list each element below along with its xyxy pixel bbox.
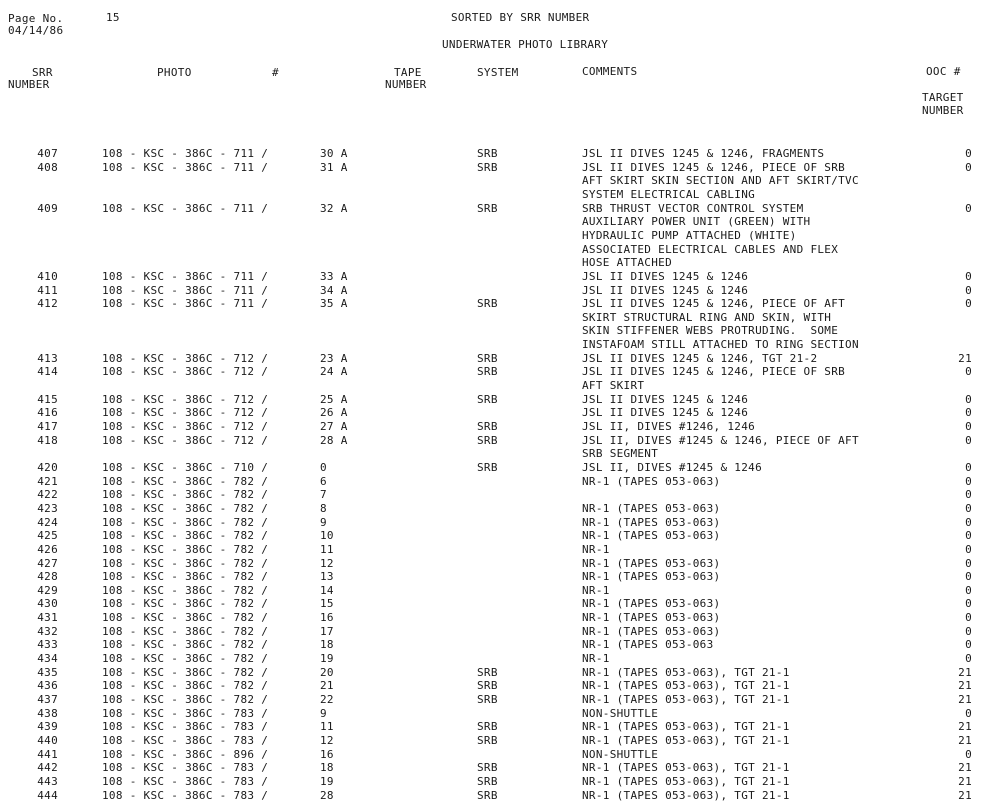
table-row xyxy=(0,789,988,803)
photo-frame-number: 35 A xyxy=(320,297,348,311)
comment-line: NON-SHUTTLE xyxy=(582,747,659,761)
comment-line: NR-1 (TAPES 053-063) xyxy=(582,474,721,488)
comment-line: NR-1 (TAPES 053-063) xyxy=(582,611,721,625)
ooc-target-number: 21 xyxy=(958,693,972,706)
comment-line: SKIN STIFFENER WEBS PROTRUDING. SOME xyxy=(582,324,839,338)
photo-frame-number: 16 xyxy=(320,611,334,625)
table-row xyxy=(0,393,988,407)
photo-id: 108 - KSC - 386C - 782 / xyxy=(102,488,269,502)
photo-id: 108 - KSC - 386C - 782 / xyxy=(102,665,269,679)
table-row xyxy=(0,161,988,202)
ooc-target-number: 0 xyxy=(965,501,972,515)
system-name: SRB xyxy=(477,720,498,734)
photo-id: 108 - KSC - 386C - 711 / xyxy=(102,147,269,160)
srr-number: 407 xyxy=(37,147,58,160)
srr-number: 429 xyxy=(37,583,58,597)
table-row xyxy=(0,352,988,366)
table-row xyxy=(0,516,988,530)
comment-line: NR-1 (TAPES 053-063), TGT 21-1 xyxy=(582,733,790,747)
table-row xyxy=(0,570,988,584)
photo-id: 108 - KSC - 386C - 711 / xyxy=(102,297,269,311)
photo-frame-number: 33 A xyxy=(320,269,348,283)
table-row xyxy=(0,434,988,461)
ooc-target-number: 0 xyxy=(965,147,972,160)
comment-line: NR-1 (TAPES 053-063) xyxy=(582,515,721,529)
ooc-target-number: 0 xyxy=(965,611,972,625)
photo-id: 108 - KSC - 386C - 783 / xyxy=(102,733,269,747)
photo-frame-number: 26 A xyxy=(320,406,348,420)
photo-frame-number: 9 xyxy=(320,515,327,529)
photo-id: 108 - KSC - 386C - 782 / xyxy=(102,611,269,625)
col-header-system: SYSTEM xyxy=(477,66,519,79)
system-name: SRB xyxy=(477,420,498,433)
ooc-target-number: 0 xyxy=(965,406,972,420)
photo-frame-number: 10 xyxy=(320,529,334,543)
comment-line: NR-1 (TAPES 053-063), TGT 21-1 xyxy=(582,761,790,775)
comment-line: JSL II, DIVES #1246, 1246 xyxy=(582,420,756,433)
table-row xyxy=(0,557,988,571)
photo-frame-number: 19 xyxy=(320,652,334,666)
srr-number: 408 xyxy=(37,160,58,174)
comment-line: JSL II DIVES 1245 & 1246, FRAGMENTS xyxy=(582,147,825,160)
library-title: UNDERWATER PHOTO LIBRARY xyxy=(442,38,609,51)
srr-number: 443 xyxy=(37,774,58,788)
photo-id: 108 - KSC - 386C - 782 / xyxy=(102,652,269,666)
table-row xyxy=(0,584,988,598)
comment-line: NR-1 (TAPES 053-063), TGT 21-1 xyxy=(582,720,790,734)
srr-number: 421 xyxy=(37,474,58,488)
comment-line: HYDRAULIC PUMP ATTACHED (WHITE) xyxy=(582,228,797,242)
table-row xyxy=(0,529,988,543)
ooc-target-number: 0 xyxy=(965,638,972,652)
comment-line: AFT SKIRT xyxy=(582,379,645,393)
comment-line: NR-1 xyxy=(582,583,610,597)
photo-frame-number: 18 xyxy=(320,638,334,652)
comment-line: NR-1 (TAPES 053-063) xyxy=(582,624,721,638)
table-row xyxy=(0,720,988,734)
photo-id: 108 - KSC - 386C - 712 / xyxy=(102,351,269,365)
comment-line: NR-1 (TAPES 053-063), TGT 21-1 xyxy=(582,679,790,693)
ooc-target-number: 0 xyxy=(965,583,972,597)
comment-line: JSL II DIVES 1245 & 1246, PIECE OF SRB xyxy=(582,160,846,174)
ooc-target-number: 0 xyxy=(965,460,972,474)
ooc-target-number: 0 xyxy=(965,706,972,720)
photo-frame-number: 11 xyxy=(320,720,334,734)
srr-number: 427 xyxy=(37,556,58,570)
ooc-target-number: 0 xyxy=(965,433,972,447)
photo-frame-number: 28 A xyxy=(320,433,348,447)
col-header-hash: # xyxy=(272,66,279,79)
ooc-target-number: 0 xyxy=(965,529,972,543)
comment-line: JSL II DIVES 1245 & 1246 xyxy=(582,269,749,283)
col-header-srr: SRR xyxy=(32,66,53,79)
photo-frame-number: 28 xyxy=(320,788,334,802)
table-row xyxy=(0,202,988,270)
photo-frame-number: 30 A xyxy=(320,147,348,160)
photo-id: 108 - KSC - 386C - 782 / xyxy=(102,693,269,706)
photo-id: 108 - KSC - 386C - 782 / xyxy=(102,638,269,652)
comment-line: INSTAFOAM STILL ATTACHED TO RING SECTION xyxy=(582,338,859,352)
system-name: SRB xyxy=(477,160,498,174)
photo-frame-number: 25 A xyxy=(320,392,348,406)
ooc-target-number: 21 xyxy=(958,351,972,365)
table-row xyxy=(0,679,988,693)
photo-frame-number: 34 A xyxy=(320,283,348,297)
photo-frame-number: 17 xyxy=(320,624,334,638)
comment-line: JSL II DIVES 1245 & 1246 xyxy=(582,406,749,420)
col-header-comments: COMMENTS xyxy=(582,65,638,78)
photo-frame-number: 21 xyxy=(320,679,334,693)
photo-frame-number: 15 xyxy=(320,597,334,611)
photo-id: 108 - KSC - 386C - 783 / xyxy=(102,706,269,720)
photo-id: 108 - KSC - 386C - 712 / xyxy=(102,420,269,433)
photo-frame-number: 31 A xyxy=(320,160,348,174)
system-name: SRB xyxy=(477,774,498,788)
comment-line: NR-1 xyxy=(582,652,610,666)
srr-number: 438 xyxy=(37,706,58,720)
photo-id: 108 - KSC - 386C - 783 / xyxy=(102,774,269,788)
table-row xyxy=(0,365,988,392)
comment-line: NR-1 (TAPES 053-063) xyxy=(582,501,721,515)
srr-number: 424 xyxy=(37,515,58,529)
ooc-target-number: 21 xyxy=(958,720,972,734)
photo-id: 108 - KSC - 386C - 782 / xyxy=(102,501,269,515)
photo-frame-number: 22 xyxy=(320,693,334,706)
system-name: SRB xyxy=(477,679,498,693)
system-name: SRB xyxy=(477,460,498,474)
srr-number: 437 xyxy=(37,693,58,706)
report-date: 04/14/86 xyxy=(8,24,64,37)
srr-number: 439 xyxy=(37,720,58,734)
photo-id: 108 - KSC - 386C - 782 / xyxy=(102,597,269,611)
ooc-target-number: 0 xyxy=(965,624,972,638)
comment-line: NR-1 (TAPES 053-063), TGT 21-1 xyxy=(582,774,790,788)
srr-number: 431 xyxy=(37,611,58,625)
comment-line: NR-1 (TAPES 053-063), TGT 21-1 xyxy=(582,788,790,802)
comment-line: NR-1 (TAPES 053-063) xyxy=(582,529,721,543)
comment-line: ASSOCIATED ELECTRICAL CABLES AND FLEX xyxy=(582,242,839,256)
srr-number: 433 xyxy=(37,638,58,652)
photo-id: 108 - KSC - 386C - 896 / xyxy=(102,747,269,761)
comment-line: NR-1 (TAPES 053-063) xyxy=(582,570,721,584)
srr-number: 420 xyxy=(37,460,58,474)
system-name: SRB xyxy=(477,201,498,215)
comment-line: JSL II, DIVES #1245 & 1246, PIECE OF AFT xyxy=(582,433,859,447)
table-row xyxy=(0,775,988,789)
srr-number: 416 xyxy=(37,406,58,420)
comment-line: JSL II DIVES 1245 & 1246 xyxy=(582,392,749,406)
srr-number: 414 xyxy=(37,365,58,379)
ooc-target-number: 0 xyxy=(965,570,972,584)
table-row xyxy=(0,652,988,666)
ooc-target-number: 0 xyxy=(965,297,972,311)
photo-frame-number: 12 xyxy=(320,733,334,747)
page-label: Page No. xyxy=(8,12,64,25)
photo-id: 108 - KSC - 386C - 782 / xyxy=(102,529,269,543)
srr-number: 442 xyxy=(37,761,58,775)
page-number: 15 xyxy=(106,11,120,24)
comment-line: SRB SEGMENT xyxy=(582,447,659,461)
system-name: SRB xyxy=(477,733,498,747)
comment-line: JSL II, DIVES #1245 & 1246 xyxy=(582,460,762,474)
photo-id: 108 - KSC - 386C - 712 / xyxy=(102,365,269,379)
table-row xyxy=(0,461,988,475)
srr-number: 428 xyxy=(37,570,58,584)
ooc-target-number: 21 xyxy=(958,774,972,788)
ooc-target-number: 0 xyxy=(965,392,972,406)
photo-id: 108 - KSC - 386C - 782 / xyxy=(102,515,269,529)
srr-number: 432 xyxy=(37,624,58,638)
col-header-ooc: OOC # xyxy=(926,65,961,78)
table-row xyxy=(0,297,988,352)
col-header-tape: TAPE xyxy=(394,66,422,79)
comment-line: JSL II DIVES 1245 & 1246, PIECE OF AFT xyxy=(582,297,846,311)
srr-number: 412 xyxy=(37,297,58,311)
photo-frame-number: 18 xyxy=(320,761,334,775)
col-header-target: TARGET xyxy=(922,91,964,104)
col-header-tape-number: NUMBER xyxy=(385,78,427,91)
table-row xyxy=(0,707,988,721)
photo-id: 108 - KSC - 386C - 783 / xyxy=(102,761,269,775)
photo-frame-number: 12 xyxy=(320,556,334,570)
photo-frame-number: 19 xyxy=(320,774,334,788)
ooc-target-number: 0 xyxy=(965,365,972,379)
ooc-target-number: 0 xyxy=(965,283,972,297)
comment-line: NR-1 (TAPES 053-063), TGT 21-1 xyxy=(582,665,790,679)
srr-number: 444 xyxy=(37,788,58,802)
system-name: SRB xyxy=(477,433,498,447)
comment-line: JSL II DIVES 1245 & 1246 xyxy=(582,283,749,297)
photo-id: 108 - KSC - 386C - 711 / xyxy=(102,269,269,283)
comment-line: HOSE ATTACHED xyxy=(582,256,672,270)
photo-frame-number: 20 xyxy=(320,665,334,679)
system-name: SRB xyxy=(477,351,498,365)
table-row xyxy=(0,270,988,284)
table-row xyxy=(0,625,988,639)
srr-number: 440 xyxy=(37,733,58,747)
photo-id: 108 - KSC - 386C - 712 / xyxy=(102,392,269,406)
ooc-target-number: 0 xyxy=(965,420,972,433)
comment-line: NON-SHUTTLE xyxy=(582,706,659,720)
system-name: SRB xyxy=(477,297,498,311)
col-header-photo: PHOTO xyxy=(157,66,192,79)
system-name: SRB xyxy=(477,147,498,160)
photo-frame-number: 6 xyxy=(320,474,327,488)
system-name: SRB xyxy=(477,392,498,406)
table-row xyxy=(0,543,988,557)
col-header-srr-number: NUMBER xyxy=(8,78,50,91)
system-name: SRB xyxy=(477,761,498,775)
srr-number: 426 xyxy=(37,542,58,556)
col-header-target-number: NUMBER xyxy=(922,104,964,117)
photo-id: 108 - KSC - 386C - 783 / xyxy=(102,788,269,802)
photo-id: 108 - KSC - 386C - 711 / xyxy=(102,283,269,297)
comment-line: SKIRT STRUCTURAL RING AND SKIN, WITH xyxy=(582,310,832,324)
photo-id: 108 - KSC - 386C - 782 / xyxy=(102,556,269,570)
ooc-target-number: 0 xyxy=(965,269,972,283)
comment-line: NR-1 (TAPES 053-063) xyxy=(582,597,721,611)
photo-id: 108 - KSC - 386C - 782 / xyxy=(102,583,269,597)
photo-frame-number: 16 xyxy=(320,747,334,761)
table-row xyxy=(0,475,988,489)
photo-id: 108 - KSC - 386C - 712 / xyxy=(102,433,269,447)
ooc-target-number: 21 xyxy=(958,761,972,775)
table-row xyxy=(0,748,988,762)
photo-frame-number: 7 xyxy=(320,488,327,502)
srr-number: 436 xyxy=(37,679,58,693)
srr-number: 415 xyxy=(37,392,58,406)
srr-number: 410 xyxy=(37,269,58,283)
photo-frame-number: 0 xyxy=(320,460,327,474)
srr-number: 413 xyxy=(37,351,58,365)
ooc-target-number: 0 xyxy=(965,747,972,761)
ooc-target-number: 21 xyxy=(958,733,972,747)
table-row xyxy=(0,611,988,625)
system-name: SRB xyxy=(477,693,498,706)
photo-frame-number: 24 A xyxy=(320,365,348,379)
ooc-target-number: 0 xyxy=(965,515,972,529)
ooc-target-number: 0 xyxy=(965,474,972,488)
table-row xyxy=(0,502,988,516)
table-row xyxy=(0,638,988,652)
ooc-target-number: 0 xyxy=(965,556,972,570)
system-name: SRB xyxy=(477,788,498,802)
photo-id: 108 - KSC - 386C - 782 / xyxy=(102,542,269,556)
photo-id: 108 - KSC - 386C - 782 / xyxy=(102,570,269,584)
system-name: SRB xyxy=(477,365,498,379)
srr-number: 435 xyxy=(37,665,58,679)
photo-frame-number: 8 xyxy=(320,501,327,515)
table-row xyxy=(0,666,988,680)
photo-frame-number: 23 A xyxy=(320,351,348,365)
table-row xyxy=(0,284,988,298)
photo-frame-number: 14 xyxy=(320,583,334,597)
comment-line: SYSTEM ELECTRICAL CABLING xyxy=(582,187,756,201)
ooc-target-number: 21 xyxy=(958,665,972,679)
comment-line: NR-1 (TAPES 053-063), TGT 21-1 xyxy=(582,693,790,706)
table-row xyxy=(0,488,988,502)
photo-id: 108 - KSC - 386C - 711 / xyxy=(102,201,269,215)
ooc-target-number: 0 xyxy=(965,542,972,556)
photo-id: 108 - KSC - 386C - 783 / xyxy=(102,720,269,734)
photo-id: 108 - KSC - 386C - 782 / xyxy=(102,474,269,488)
comment-line: NR-1 (TAPES 053-063) xyxy=(582,556,721,570)
comment-line: SRB THRUST VECTOR CONTROL SYSTEM xyxy=(582,201,804,215)
srr-number: 411 xyxy=(37,283,58,297)
srr-number: 417 xyxy=(37,420,58,433)
comment-line: JSL II DIVES 1245 & 1246, TGT 21-2 xyxy=(582,351,818,365)
ooc-target-number: 0 xyxy=(965,652,972,666)
photo-frame-number: 9 xyxy=(320,706,327,720)
table-row xyxy=(0,597,988,611)
table-row xyxy=(0,406,988,420)
photo-frame-number: 11 xyxy=(320,542,334,556)
srr-number: 423 xyxy=(37,501,58,515)
ooc-target-number: 0 xyxy=(965,488,972,502)
photo-id: 108 - KSC - 386C - 782 / xyxy=(102,679,269,693)
comment-line: NR-1 (TAPES 053-063 xyxy=(582,638,714,652)
table-row xyxy=(0,734,988,748)
photo-frame-number: 13 xyxy=(320,570,334,584)
ooc-target-number: 21 xyxy=(958,679,972,693)
comment-line: AFT SKIRT SKIN SECTION AND AFT SKIRT/TVC xyxy=(582,174,859,188)
comment-line: JSL II DIVES 1245 & 1246, PIECE OF SRB xyxy=(582,365,846,379)
photo-id: 108 - KSC - 386C - 711 / xyxy=(102,160,269,174)
table-row xyxy=(0,693,988,707)
srr-number: 418 xyxy=(37,433,58,447)
ooc-target-number: 0 xyxy=(965,160,972,174)
sort-title: SORTED BY SRR NUMBER xyxy=(451,11,590,24)
table-row xyxy=(0,420,988,434)
table-row xyxy=(0,761,988,775)
photo-id: 108 - KSC - 386C - 712 / xyxy=(102,406,269,420)
table-row xyxy=(0,147,988,161)
photo-id: 108 - KSC - 386C - 710 / xyxy=(102,460,269,474)
photo-frame-number: 27 A xyxy=(320,420,348,433)
system-name: SRB xyxy=(477,665,498,679)
srr-number: 434 xyxy=(37,652,58,666)
comment-line: NR-1 xyxy=(582,542,610,556)
photo-frame-number: 32 A xyxy=(320,201,348,215)
srr-number: 425 xyxy=(37,529,58,543)
srr-number: 409 xyxy=(37,201,58,215)
srr-number: 422 xyxy=(37,488,58,502)
srr-number: 430 xyxy=(37,597,58,611)
photo-id: 108 - KSC - 386C - 782 / xyxy=(102,624,269,638)
ooc-target-number: 0 xyxy=(965,201,972,215)
ooc-target-number: 0 xyxy=(965,597,972,611)
comment-line: AUXILIARY POWER UNIT (GREEN) WITH xyxy=(582,215,811,229)
ooc-target-number: 21 xyxy=(958,788,972,802)
srr-number: 441 xyxy=(37,747,58,761)
